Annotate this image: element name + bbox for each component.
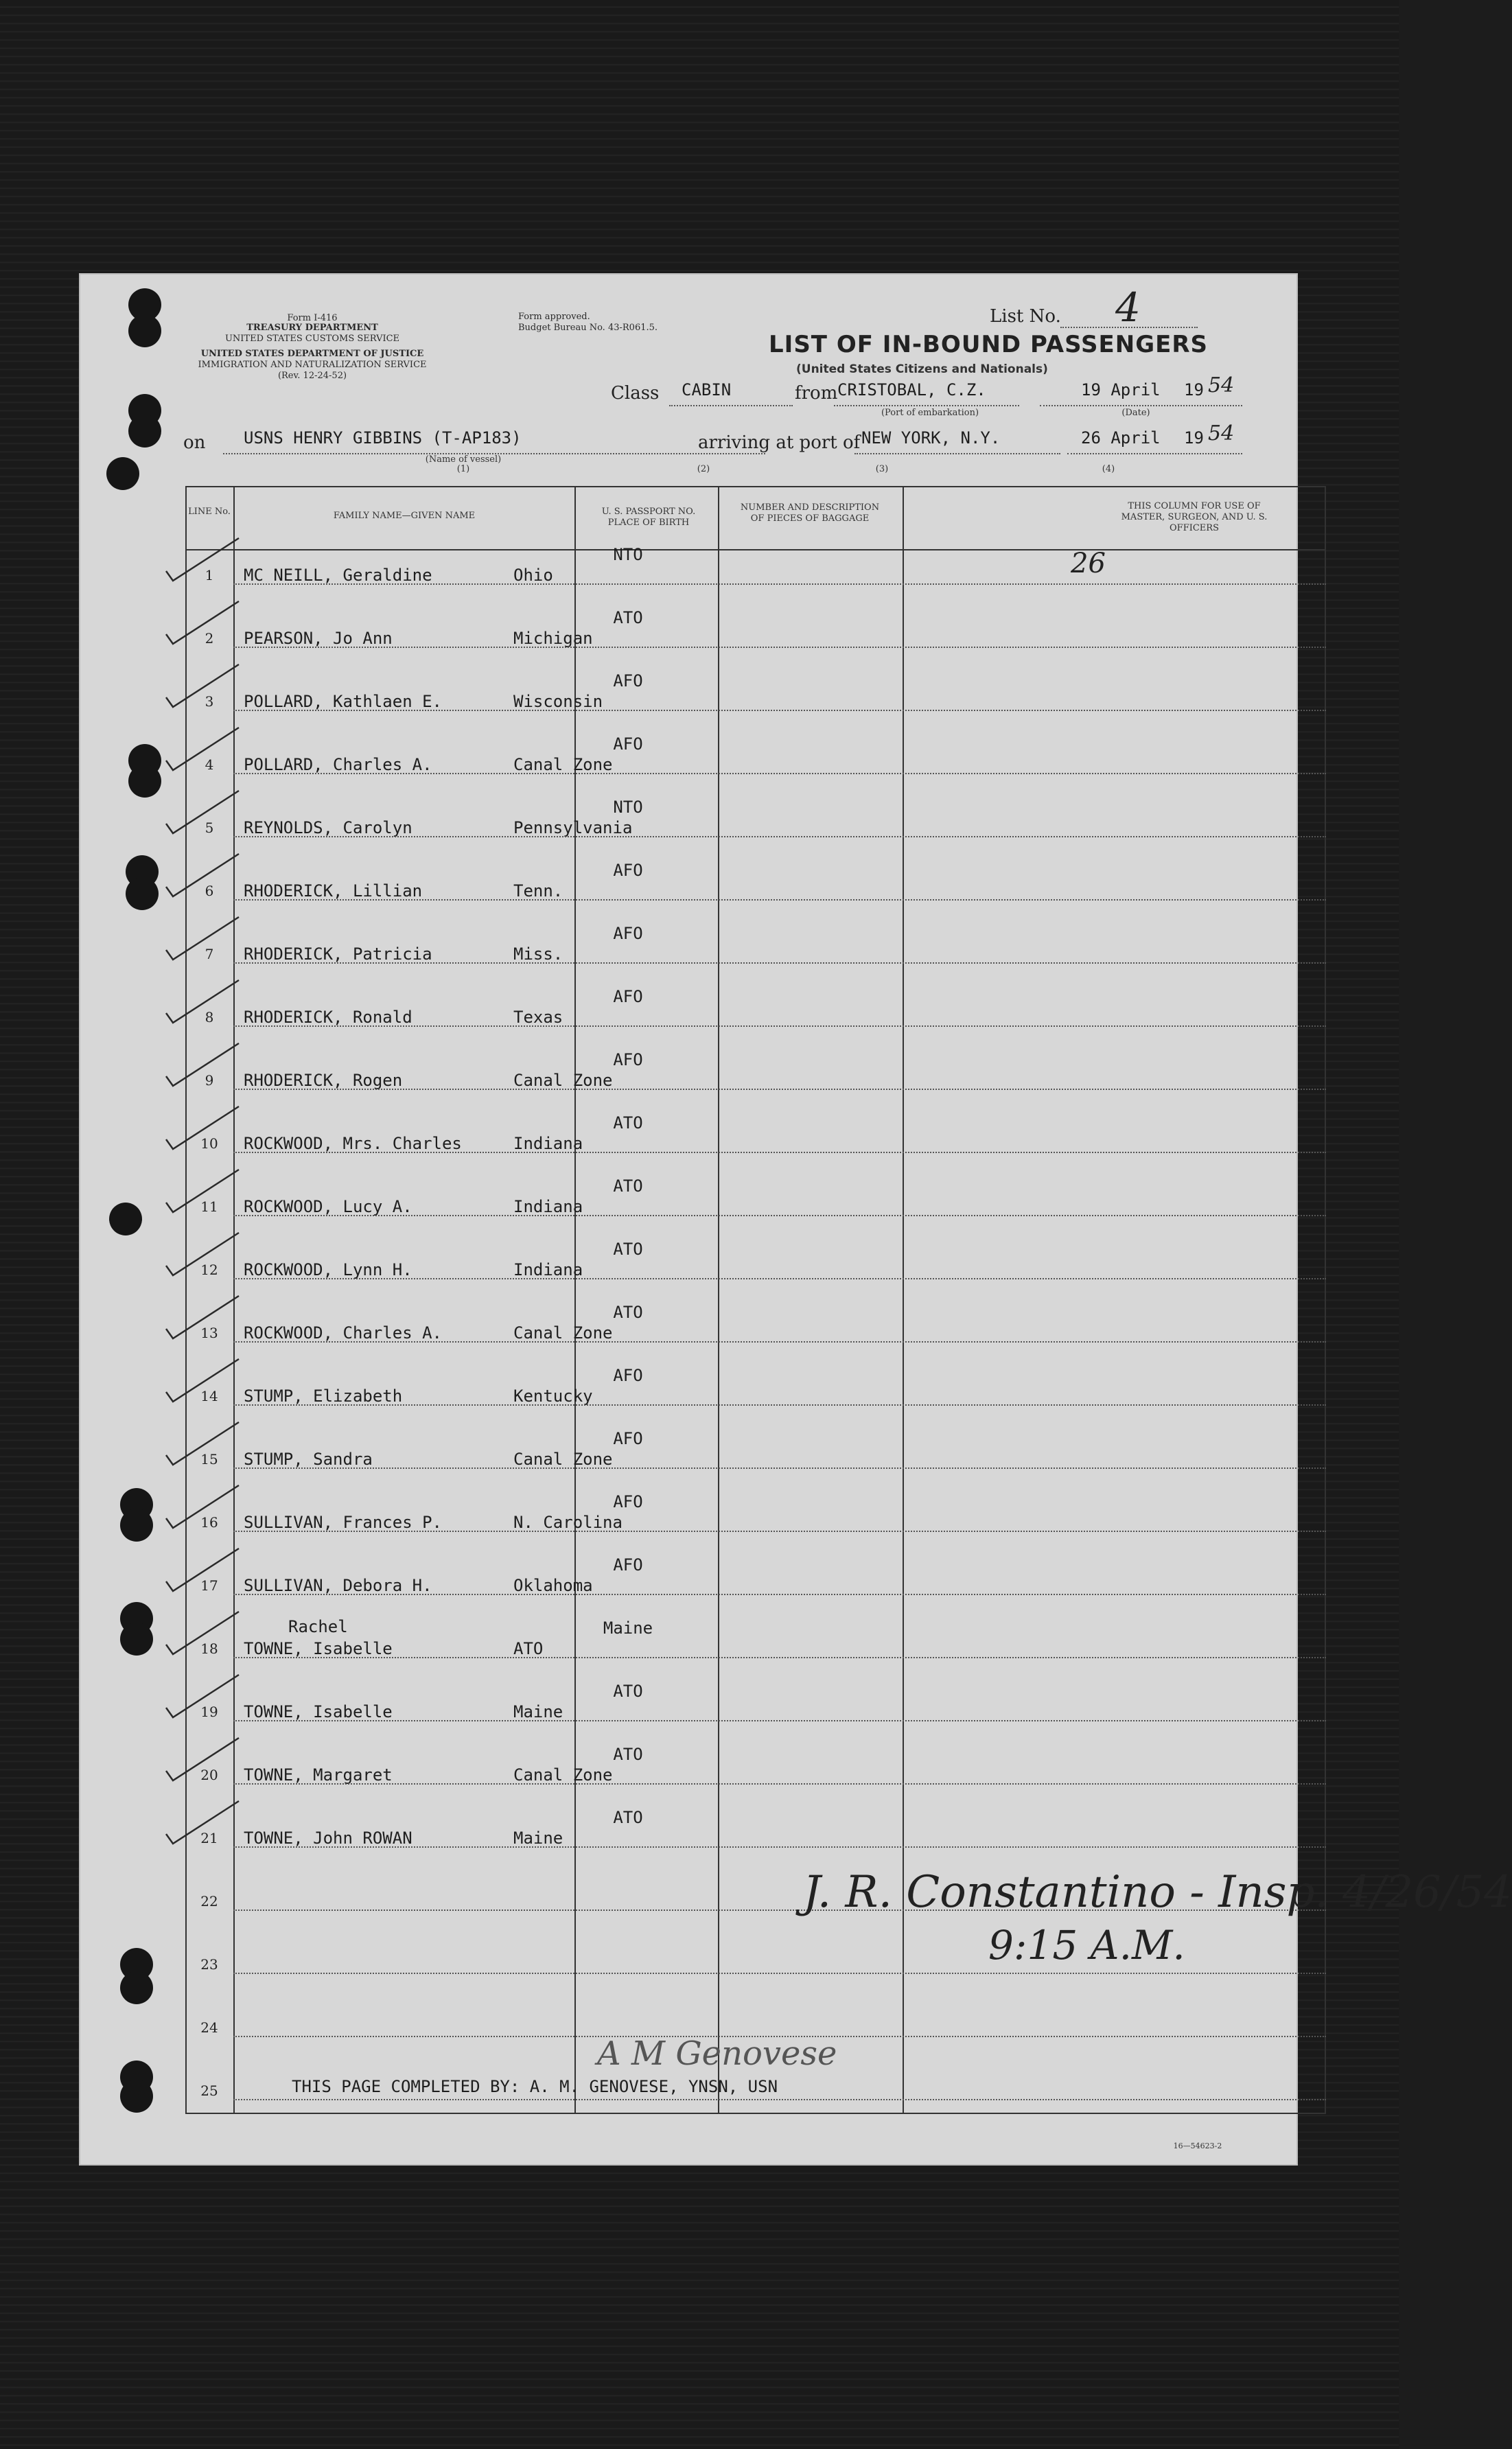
arrival-year-prefix: 19	[1184, 428, 1204, 448]
row-rule	[233, 1341, 1326, 1343]
table-row	[185, 987, 1326, 1027]
check-mark-icon	[163, 1168, 246, 1216]
line-number: 15	[200, 1451, 218, 1467]
passport-code: ATO	[613, 608, 643, 627]
passport-code: AFO	[613, 1050, 643, 1069]
check-mark-icon	[163, 537, 246, 585]
passport-code: ATO	[613, 1176, 643, 1196]
line-number: 24	[200, 2019, 218, 2036]
row-rule	[233, 1720, 1326, 1721]
row-rule	[233, 1215, 1326, 1216]
list-no-label: List No.	[990, 306, 1061, 327]
check-mark-icon	[163, 979, 246, 1027]
passport-code: NTO	[613, 798, 643, 817]
row-rule	[233, 773, 1326, 774]
place-of-birth: Tenn.	[513, 881, 563, 901]
line-number: 8	[205, 1009, 214, 1025]
table-row	[185, 1745, 1326, 1785]
ins-service: IMMIGRATION AND NATURALIZATION SERVICE	[198, 360, 427, 370]
passport-code: AFO	[613, 1555, 643, 1575]
col-header-line-no: LINE No.	[188, 507, 231, 517]
passport-code: AFO	[613, 1492, 643, 1511]
passenger-name: ROCKWOOD, Lucy A.	[244, 1197, 412, 1216]
place-of-birth: Maine	[513, 1702, 563, 1721]
table-top-rule	[185, 486, 1326, 487]
place-of-birth: Miss.	[513, 944, 563, 964]
vessel-name: USNS HENRY GIBBINS (T-AP183)	[244, 428, 522, 448]
line-number: 21	[200, 1830, 218, 1846]
row-rule	[233, 1973, 1326, 1974]
col-caption-4: (4)	[1102, 464, 1115, 474]
justice-dept: UNITED STATES DEPARTMENT OF JUSTICE	[200, 349, 424, 359]
binder-hole	[126, 877, 159, 910]
line-number: 3	[205, 693, 214, 710]
manifest-sheet	[79, 273, 1512, 2166]
place-of-birth: Maine	[513, 1829, 563, 1848]
from-caption: (Port of embarkation)	[881, 408, 979, 418]
line-number: 2	[205, 630, 214, 647]
col-caption-2: (2)	[697, 464, 710, 474]
row-rule	[233, 1152, 1326, 1153]
row-rule	[233, 583, 1326, 585]
check-mark-icon	[163, 1610, 246, 1658]
place-of-birth: Kentucky	[513, 1386, 593, 1406]
binder-hole	[128, 314, 161, 347]
passport-code: AFO	[613, 734, 643, 754]
table-row	[185, 671, 1326, 711]
date1-line	[1040, 405, 1242, 406]
row-rule	[233, 1467, 1326, 1469]
col-header-baggage: NUMBER AND DESCRIPTION OF PIECES OF BAGGAGE	[740, 502, 880, 524]
line-number: 19	[200, 1704, 218, 1720]
departure-date: 19 April	[1081, 380, 1161, 399]
officer-note: 26	[1071, 548, 1106, 579]
line-number: 25	[200, 2082, 218, 2099]
place-of-birth: Indiana	[513, 1197, 583, 1216]
place-of-birth: Oklahoma	[513, 1576, 593, 1595]
check-mark-icon	[163, 1673, 246, 1721]
check-mark-icon	[163, 726, 246, 774]
row-rule	[233, 962, 1326, 964]
table-row	[185, 1808, 1326, 1848]
table-row	[185, 1303, 1326, 1343]
date-caption: (Date)	[1121, 408, 1150, 418]
table-row	[185, 1113, 1326, 1153]
table-row	[185, 1366, 1326, 1406]
table-row	[185, 734, 1326, 774]
col-header-passport: U. S. PASSPORT NO. PLACE OF BIRTH	[601, 507, 696, 528]
form-number: Form I-416	[287, 313, 338, 323]
class-value: CABIN	[682, 380, 732, 399]
line-number: 13	[200, 1325, 218, 1341]
line-number: 22	[200, 1893, 218, 1910]
passport-code: ATO	[613, 1303, 643, 1322]
table-row	[185, 1682, 1326, 1721]
class-line	[669, 405, 793, 406]
place-of-birth: Indiana	[513, 1134, 583, 1153]
line-number: 11	[200, 1198, 218, 1215]
check-mark-icon	[163, 1295, 246, 1343]
form-approved: Form approved.	[518, 312, 590, 322]
col-divider-line	[574, 486, 576, 2114]
row-rule	[233, 647, 1326, 648]
line-number: 16	[200, 1514, 218, 1531]
place-of-birth: Texas	[513, 1008, 563, 1027]
col-header-name: FAMILY NAME—GIVEN NAME	[333, 511, 476, 521]
check-mark-icon	[163, 1547, 246, 1595]
place-of-birth: Canal Zone	[513, 1450, 613, 1469]
from-line	[834, 405, 1019, 406]
line-number: 20	[200, 1767, 218, 1783]
row-rule	[233, 1531, 1326, 1532]
passenger-name: TOWNE, Isabelle	[244, 1702, 393, 1721]
place-of-birth: Canal Zone	[513, 755, 613, 774]
passenger-name: STUMP, Elizabeth	[244, 1386, 403, 1406]
row-rule	[233, 1657, 1326, 1658]
table-row	[185, 1617, 1326, 1658]
passport-code: ATO	[613, 1808, 643, 1827]
revision-date: (Rev. 12-24-52)	[277, 371, 347, 381]
date2-line	[1067, 453, 1242, 454]
passenger-name: TOWNE, Margaret	[244, 1765, 393, 1785]
passenger-name: REYNOLDS, Carolyn	[244, 818, 412, 837]
customs-service: UNITED STATES CUSTOMS SERVICE	[224, 334, 400, 344]
passenger-name: RHODERICK, Ronald	[244, 1008, 412, 1027]
place-of-birth: Canal Zone	[513, 1323, 613, 1343]
row-rule	[233, 1594, 1326, 1595]
col-divider-line	[718, 486, 719, 2114]
inspector-signature: J. R. Constantino - Insp. 4/26/54	[803, 1867, 1512, 1918]
check-mark-icon	[163, 916, 246, 964]
place-of-birth: N. Carolina	[513, 1513, 623, 1532]
place-of-birth: ATO	[513, 1639, 544, 1658]
col-header-officers: THIS COLUMN FOR USE OF MASTER, SURGEON, AND U. S. OFFICERS	[1121, 501, 1268, 533]
table-row	[185, 1429, 1326, 1469]
row-rule	[233, 836, 1326, 837]
passenger-name: TOWNE, John ROWAN	[244, 1829, 412, 1848]
passenger-name: TOWNE, Isabelle	[244, 1639, 393, 1658]
passport-code: AFO	[613, 671, 643, 690]
line-number: 4	[205, 756, 214, 773]
col-caption-1: (1)	[456, 464, 470, 474]
row-rule	[233, 2099, 1326, 2100]
line-number: 12	[200, 1262, 218, 1278]
row-rule	[233, 1025, 1326, 1027]
passport-code: AFO	[613, 987, 643, 1006]
check-mark-icon	[163, 1358, 246, 1406]
check-mark-icon	[163, 1042, 246, 1090]
arriving-label: arriving at port of	[698, 432, 861, 453]
row-rule	[233, 899, 1326, 901]
passport-code: NTO	[613, 545, 643, 564]
check-mark-icon	[163, 600, 246, 648]
class-label: Class	[611, 383, 660, 404]
budget-bureau: Budget Bureau No. 43-R061.5.	[518, 323, 658, 333]
arrival-year: 54	[1208, 421, 1235, 445]
table-bottom-rule	[185, 2113, 1326, 2114]
passenger-name: ROCKWOOD, Charles A.	[244, 1323, 442, 1343]
passport-code: AFO	[613, 1366, 643, 1385]
place-of-birth: Pennsylvania	[513, 818, 633, 837]
place-of-birth: Michigan	[513, 629, 593, 648]
table-row	[185, 924, 1326, 964]
binder-hole	[120, 1971, 153, 2004]
place-of-birth: Canal Zone	[513, 1765, 613, 1785]
table-row	[185, 608, 1326, 648]
table-row	[185, 861, 1326, 901]
check-mark-icon	[163, 1105, 246, 1153]
page-title: LIST OF IN-BOUND PASSENGERS	[769, 331, 1208, 358]
passenger-name: RHODERICK, Rogen	[244, 1071, 403, 1090]
row-rule	[233, 1278, 1326, 1279]
binder-hole	[120, 2080, 153, 2113]
passenger-name: ROCKWOOD, Lynn H.	[244, 1260, 412, 1279]
passport-code: Maine	[603, 1618, 653, 1638]
place-of-birth: Canal Zone	[513, 1071, 613, 1090]
completed-by: THIS PAGE COMPLETED BY: A. M. GENOVESE, YNSN, USN	[292, 2077, 778, 2096]
passenger-name: PEARSON, Jo Ann	[244, 629, 393, 648]
check-mark-icon	[163, 1484, 246, 1532]
passenger-name: POLLARD, Charles A.	[244, 755, 432, 774]
inspection-time: 9:15 A.M.	[988, 1922, 1185, 1969]
passenger-name: RHODERICK, Patricia	[244, 944, 432, 964]
line-number: 23	[200, 1956, 218, 1973]
table-row	[185, 1555, 1326, 1595]
check-mark-icon	[163, 663, 246, 711]
passport-code: ATO	[613, 1682, 643, 1701]
table-row	[185, 1492, 1326, 1532]
table-row	[185, 545, 1326, 585]
place-of-birth: Ohio	[513, 566, 553, 585]
name-overwrite: Rachel	[288, 1617, 348, 1636]
arrival-port: NEW YORK, N.Y.	[861, 428, 1001, 448]
passenger-name: POLLARD, Kathlaen E.	[244, 692, 442, 711]
place-of-birth: Wisconsin	[513, 692, 603, 711]
arrival-date: 26 April	[1081, 428, 1161, 448]
line-number: 18	[200, 1640, 218, 1657]
departure-year-prefix: 19	[1184, 380, 1204, 399]
line-number: 9	[205, 1072, 214, 1089]
check-mark-icon	[163, 1421, 246, 1469]
line-number: 17	[200, 1577, 218, 1594]
table-row	[185, 798, 1326, 837]
passenger-name: SULLIVAN, Debora H.	[244, 1576, 432, 1595]
row-rule	[233, 1783, 1326, 1785]
line-number: 6	[205, 883, 214, 899]
line-number: 5	[205, 820, 214, 836]
passport-code: AFO	[613, 1429, 643, 1448]
passport-code: ATO	[613, 1113, 643, 1133]
passenger-name: SULLIVAN, Frances P.	[244, 1513, 442, 1532]
footer-code: 16—54623-2	[1173, 2142, 1222, 2150]
table-row	[185, 1240, 1326, 1279]
passport-code: AFO	[613, 861, 643, 880]
line-number: 14	[200, 1388, 218, 1404]
passenger-name: MC NEILL, Geraldine	[244, 566, 432, 585]
passenger-name: RHODERICK, Lillian	[244, 881, 423, 901]
from-port: CRISTOBAL, C.Z.	[837, 380, 986, 399]
check-mark-icon	[163, 852, 246, 901]
row-rule	[233, 1846, 1326, 1848]
passport-code: ATO	[613, 1745, 643, 1764]
col-caption-3: (3)	[875, 464, 889, 474]
check-mark-icon	[163, 1737, 246, 1785]
from-label: from	[795, 383, 838, 404]
departure-year: 54	[1208, 373, 1235, 397]
row-rule	[233, 710, 1326, 711]
binder-hole	[128, 415, 161, 448]
clerk-signature: A M Genovese	[597, 2034, 837, 2073]
page-subtitle: (United States Citizens and Nationals)	[796, 362, 1048, 376]
line-number: 1	[205, 567, 214, 583]
row-rule	[233, 1089, 1326, 1090]
passport-code: AFO	[613, 924, 643, 943]
passenger-name: STUMP, Sandra	[244, 1450, 373, 1469]
table-row	[185, 1050, 1326, 1090]
row-rule	[233, 1404, 1326, 1406]
port-line	[854, 453, 1060, 454]
check-mark-icon	[163, 1231, 246, 1279]
place-of-birth: Indiana	[513, 1260, 583, 1279]
check-mark-icon	[163, 1800, 246, 1848]
passenger-table	[185, 486, 1512, 2099]
binder-hole	[120, 1623, 153, 1656]
list-no-handwritten: 4	[1115, 284, 1141, 331]
treasury-dept: TREASURY DEPARTMENT	[246, 323, 378, 333]
binder-hole	[120, 1509, 153, 1542]
binder-hole	[106, 457, 139, 490]
line-number: 10	[200, 1135, 218, 1152]
table-row	[185, 1176, 1326, 1216]
binder-hole	[109, 1203, 142, 1235]
passport-code: ATO	[613, 1240, 643, 1259]
vessel-caption: (Name of vessel)	[425, 454, 502, 465]
table-row	[185, 2010, 1326, 2037]
check-mark-icon	[163, 789, 246, 837]
binder-hole	[128, 765, 161, 798]
line-number: 7	[205, 946, 214, 962]
passenger-name: ROCKWOOD, Mrs. Charles	[244, 1134, 462, 1153]
on-label: on	[183, 432, 206, 453]
table-header-rule	[185, 549, 1326, 550]
